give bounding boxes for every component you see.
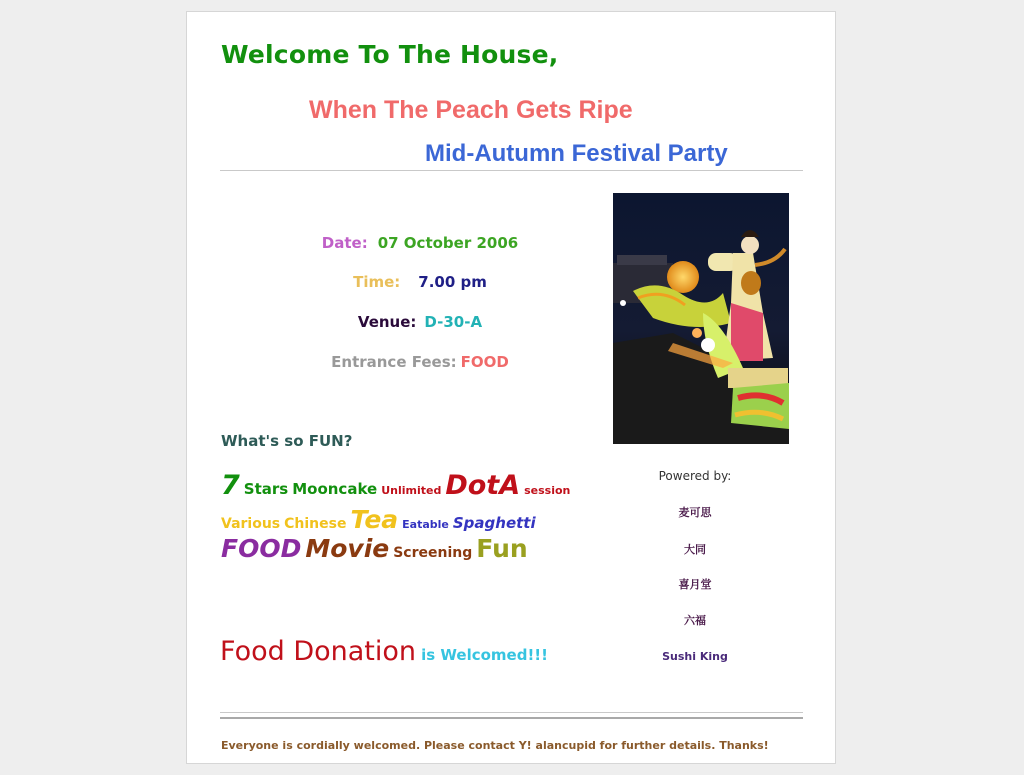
fun-word: Mooncake xyxy=(292,480,378,498)
date-value: 07 October 2006 xyxy=(377,234,519,252)
sponsor-item: 六福 xyxy=(684,614,706,627)
header-divider xyxy=(220,170,803,171)
fees-value: FOOD xyxy=(460,353,509,371)
fun-word: Screening xyxy=(393,545,473,561)
time-row xyxy=(220,273,620,291)
fun-word: 7 xyxy=(221,470,240,501)
fun-word: FOOD xyxy=(221,534,302,563)
fun-word: session xyxy=(524,484,571,497)
fun-heading: What's so FUN? xyxy=(221,432,353,450)
sponsor-item: 大同 xyxy=(684,543,706,556)
venue-label: Venue: xyxy=(357,313,417,331)
welcome-heading: Welcome To The House, xyxy=(221,40,559,69)
fun-word: Chinese xyxy=(284,516,347,532)
fun-line-1 xyxy=(221,470,574,501)
lantern-photo xyxy=(613,193,789,444)
fees-row xyxy=(220,353,620,371)
venue-value: D-30-A xyxy=(424,313,483,331)
fun-word: Stars xyxy=(243,480,289,498)
fun-word: Tea xyxy=(350,505,399,534)
footer-divider xyxy=(220,712,803,719)
fun-word: Spaghetti xyxy=(452,514,536,532)
fun-word: Movie xyxy=(305,534,390,563)
date-row xyxy=(220,234,620,252)
fees-label: Entrance Fees: xyxy=(331,353,457,371)
time-value: 7.00 pm xyxy=(418,273,487,291)
fun-line-2 xyxy=(221,505,540,534)
fun-word: Various xyxy=(221,516,281,532)
flyer-page xyxy=(186,11,836,764)
fun-word: Unlimited xyxy=(381,484,442,497)
venue-row xyxy=(220,313,620,331)
donation-line xyxy=(220,636,548,667)
time-label: Time: xyxy=(353,273,401,291)
footer-note: Everyone is cordially welcomed. Please contact Y! alancupid for further details. Thanks! xyxy=(221,739,769,752)
donation-main: Food Donation xyxy=(220,636,417,667)
fun-word: Eatable xyxy=(402,518,449,531)
fun-line-3 xyxy=(221,534,532,563)
sponsor-item: 麦可思 xyxy=(678,506,712,519)
fun-word: Fun xyxy=(476,534,528,563)
fun-word: DotA xyxy=(445,470,521,501)
powered-by-label: Powered by: xyxy=(658,469,732,483)
event-heading: Mid-Autumn Festival Party xyxy=(425,140,728,167)
date-label: Date: xyxy=(321,234,368,252)
subtitle-heading: When The Peach Gets Ripe xyxy=(309,96,633,124)
sponsor-item: 喜月堂 xyxy=(678,578,712,591)
sponsor-item: Sushi King xyxy=(662,650,728,663)
donation-welcome: is Welcomed!!! xyxy=(421,646,548,664)
